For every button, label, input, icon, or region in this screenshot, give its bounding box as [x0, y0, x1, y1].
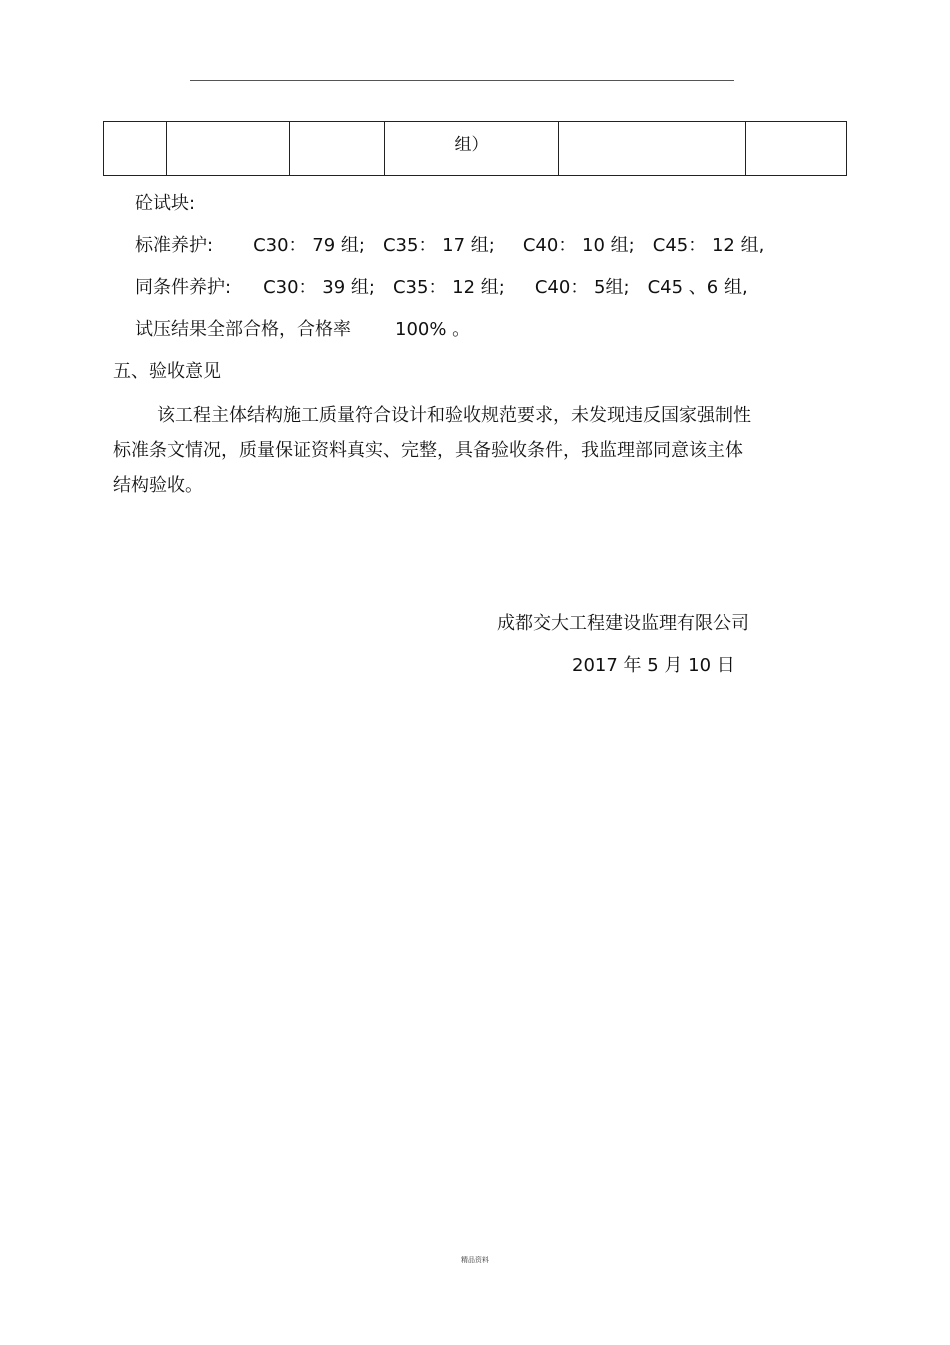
table-cell: [559, 122, 746, 176]
section-title: 五、验收意见: [113, 361, 221, 382]
same-condition-item: C30： 39 组;: [263, 277, 375, 298]
signature-company: 成都交大工程建设监理有限公司: [497, 613, 749, 634]
test-block-heading: 砼试块:: [135, 193, 196, 214]
table-cell: [746, 122, 847, 176]
same-condition-item: C35： 12 组;: [392, 277, 505, 298]
page-footer: 精品资料: [461, 1256, 489, 1264]
table-cell: 组）: [385, 122, 559, 176]
standard-curing-label: 标准养护:: [135, 235, 214, 256]
signature-date: 2017 年 5 月 10 日: [572, 655, 735, 676]
result-text: 试压结果全部合格，合格率: [135, 319, 351, 340]
header-rule: [190, 80, 734, 81]
standard-item: C45： 12 组,: [652, 235, 765, 256]
opinion-text: 该工程主体结构施工质量符合设计和验收规范要求，未发现违反国家强制性标准条文情况，质量保证资料真实、完整，具备验收条件，我监理部同意该主体结构验收。: [113, 405, 751, 496]
result-line: [135, 318, 470, 342]
same-condition-item: C45 、6 组,: [647, 277, 748, 298]
standard-item: C30： 79 组;: [253, 235, 365, 256]
pass-rate: 100% 。: [395, 319, 471, 340]
table-cell: [167, 122, 290, 176]
table-fragment: [103, 121, 847, 176]
same-condition-item: C40： 5组;: [534, 277, 630, 298]
table-cell: [290, 122, 385, 176]
standard-curing-line: [135, 234, 764, 258]
opinion-paragraph: [113, 398, 753, 503]
same-condition-line: [135, 276, 748, 300]
standard-item: C40： 10 组;: [522, 235, 635, 256]
same-condition-label: 同条件养护:: [135, 277, 232, 298]
standard-item: C35： 17 组;: [382, 235, 495, 256]
table-cell: [104, 122, 167, 176]
table-row: [104, 122, 847, 176]
